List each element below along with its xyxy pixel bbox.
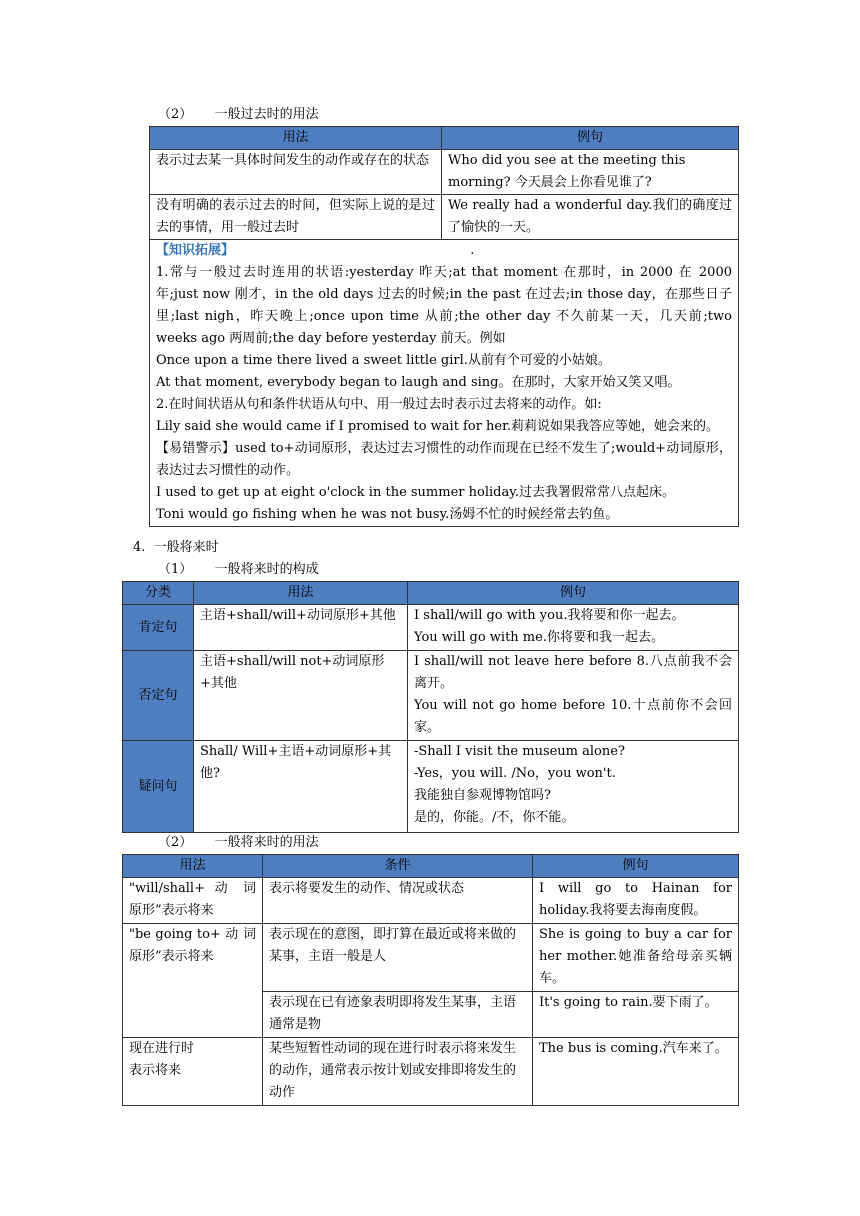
usage-cell: Shall/ Will+主语+动词原形+其他? [194, 741, 408, 833]
usage-cell: 主语+shall/will+动词原形+其他 [194, 605, 408, 651]
heading-number: （2） [158, 835, 193, 850]
expansion-title: 【知识拓展】 [156, 243, 235, 258]
header-example: 例句 [408, 582, 739, 605]
header-category: 分类 [123, 582, 194, 605]
future-usage-table [122, 854, 739, 1106]
example-cell: She is going to buy a car for her mother.她准备给母亲买辆车。 [533, 924, 739, 992]
condition-cell: 某些短暂性动词的现在进行时表示将来发生的动作，通常表示按计划或安排即将发生的动作 [263, 1038, 533, 1106]
expansion-paragraph: Lily said she would came if I promised to wait for her.莉莉说如果我答应等她，她会来的。 [156, 419, 720, 434]
heading-number: （2） [158, 107, 193, 122]
expansion-paragraph: At that moment, everybody began to laugh and sing。在那时，大家开始又笑又唱。 [156, 375, 681, 390]
example-cell: We really had a wonderful day.我们的确度过了愉快的一天。 [442, 195, 739, 240]
expansion-paragraph: 1.常与一般过去时连用的状语:yesterday 昨天;at that moment 在那时，in 2000 在 2000 年;just now 刚才，in the old days 过去的时候;in the past 在过去;in those day，在那些日子里;last nigh，昨天晚上;once upon time 从前;the other day 不久前某一天，几天前;two weeks ago 两周前;the day before yesterday 前天。例如 [156, 265, 732, 346]
past-usage-table [149, 126, 739, 527]
usage-cell: 没有明确的表示过去的时间，但实际上说的是过去的事情，用一般过去时 [150, 195, 442, 240]
example-line: I shall/will not leave here before 8.八点前我不会离开。 [414, 654, 732, 691]
usage-cell: 主语+shall/will not+动词原形+其他 [194, 651, 408, 741]
expansion-paragraph: Once upon a time there lived a sweet little girl.从前有个可爱的小姑娘。 [156, 353, 611, 368]
header-usage: 用法 [194, 582, 408, 605]
condition-cell: 表示现在的意图，即打算在最近或将来做的某事，主语一般是人 [263, 924, 533, 992]
header-usage: 用法 [123, 855, 263, 878]
expansion-dot: . [470, 243, 475, 258]
example-line: You will go with me.你将要和我一起去。 [414, 630, 664, 645]
expansion-paragraph: I used to get up at eight o'clock in the summer holiday.过去我署假常常八点起床。 [156, 485, 675, 500]
usage-cell: "be going to+ 动 词原形”表示将来 [123, 924, 263, 1038]
example-line: 是的，你能。/不，你不能。 [414, 810, 575, 825]
example-line: I shall/will go with you.我将要和你一起去。 [414, 608, 685, 623]
example-cell [408, 651, 739, 741]
example-line: -Shall I visit the museum alone? [414, 744, 625, 759]
subheading-future-structure [158, 559, 319, 581]
usage-line: 现在进行时 [129, 1041, 195, 1056]
example-cell: Who did you see at the meeting this morning? 今天晨会上你看见谁了? [442, 150, 739, 195]
header-example: 例句 [533, 855, 739, 878]
section-heading-past-usage [158, 104, 319, 126]
expansion-paragraph: 2.在时间状语从句和条件状语从句中、用一般过去时表示过去将来的动作。如: [156, 397, 602, 412]
category-negative: 否定句 [123, 651, 194, 741]
example-cell [408, 605, 739, 651]
usage-cell: "will/shall+ 动 词 原形”表示将来 [123, 878, 263, 924]
heading-text: 一般将来时的构成 [214, 562, 319, 577]
example-line: 我能独自参观博物馆吗? [414, 788, 551, 803]
usage-line: 表示将来 [129, 1063, 182, 1078]
knowledge-expansion-cell [150, 240, 739, 527]
category-interrogative: 疑问句 [123, 741, 194, 833]
example-cell: It's going to rain.要下雨了。 [533, 992, 739, 1038]
heading-text: 一般将来时的用法 [214, 835, 319, 850]
example-line: You will not go home before 10.十点前你不会回家。 [414, 698, 732, 735]
section-heading-future: 4. 一般将来时 [133, 540, 219, 555]
header-condition: 条件 [263, 855, 533, 878]
usage-cell: 表示过去某一具体时间发生的动作或存在的状态 [150, 150, 442, 195]
usage-cell [123, 1038, 263, 1106]
heading-text: 一般过去时的用法 [214, 107, 319, 122]
subheading-future-usage [158, 832, 319, 854]
condition-cell: 表示现在已有迹象表明即将发生某事，主语通常是物 [263, 992, 533, 1038]
expansion-paragraph: Toni would go fishing when he was not busy.汤姆不忙的时候经常去钓鱼。 [156, 507, 619, 522]
category-affirmative: 肯定句 [123, 605, 194, 651]
example-cell: The bus is coming.汽车来了。 [533, 1038, 739, 1106]
heading-number: （1） [158, 562, 193, 577]
example-cell [408, 741, 739, 833]
condition-cell: 表示将要发生的动作、情况或状态 [263, 878, 533, 924]
example-cell: I will go to Hainan for holiday.我将要去海南度假。 [533, 878, 739, 924]
future-structure-table [122, 581, 739, 833]
example-line: -Yes，you will. /No，you won't. [414, 766, 616, 781]
expansion-paragraph: 【易错警示】used to+动词原形，表达过去习惯性的动作而现在已经不发生了;would+动词原形，表达过去习惯性的动作。 [156, 441, 732, 478]
header-usage: 用法 [150, 127, 442, 150]
header-example: 例句 [442, 127, 739, 150]
